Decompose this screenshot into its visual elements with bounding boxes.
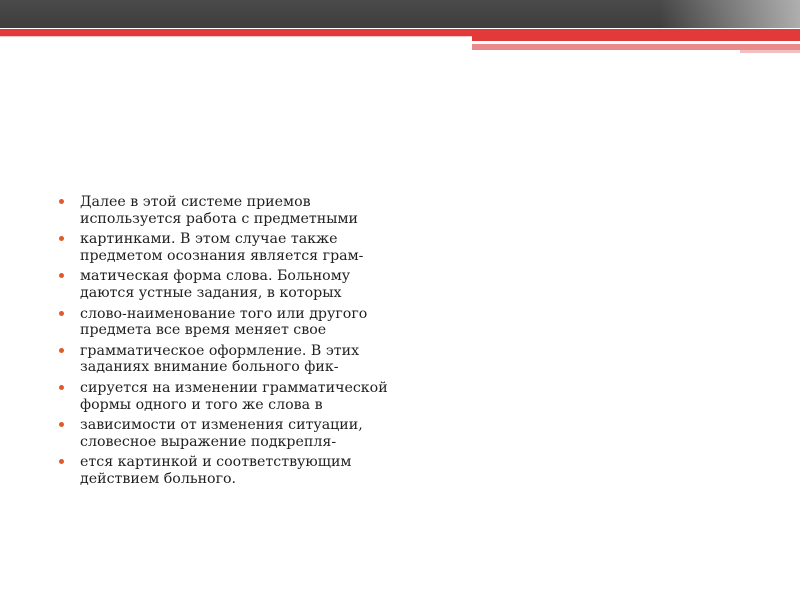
bullet-text: зависимости от изменения ситуации, словесное выражение подкрепля- — [80, 417, 363, 450]
bullet-dot-icon — [59, 273, 64, 278]
bullet-dot-icon — [59, 236, 64, 241]
bullet-list — [58, 194, 398, 488]
header-divider-line — [0, 36, 472, 37]
slide-content — [58, 194, 398, 492]
header-red-stripe — [0, 29, 800, 36]
bullet-dot-icon — [59, 459, 64, 464]
bullet-text: сируется на изменении грамматической формы одного и того же слова в — [80, 379, 388, 413]
bullet-item — [58, 194, 398, 227]
bullet-text: Далее в этой системе приемов используется работа с предметными — [80, 194, 358, 227]
header-red-right-stripe — [472, 36, 800, 41]
bullet-dot-icon — [59, 199, 64, 204]
bullet-dot-icon — [59, 311, 64, 316]
bullet-item — [58, 268, 398, 301]
bullet-text: слово-наименование того или другого предмета все время меняет свое — [80, 305, 368, 339]
bullet-dot-icon — [59, 348, 64, 353]
bullet-item — [58, 343, 398, 376]
bullet-dot-icon — [59, 422, 64, 427]
bullet-dot-icon — [59, 385, 64, 390]
bullet-item — [58, 231, 398, 264]
bullet-item — [58, 306, 398, 339]
header-red-right-tail — [740, 50, 800, 53]
bullet-text: грамматическое оформление. В этих заданиях внимание больного фик- — [80, 342, 360, 376]
bullet-text: матическая форма слова. Больному даются устные задания, в которых — [80, 268, 351, 301]
bullet-item — [58, 417, 398, 450]
bullet-text: картинками. В этом случае также предметом осознания является грам- — [80, 231, 364, 264]
header-fade — [660, 0, 800, 28]
bullet-text: ется картинкой и соответствующим действием больного. — [80, 454, 352, 487]
bullet-item — [58, 454, 398, 487]
bullet-item — [58, 380, 398, 413]
